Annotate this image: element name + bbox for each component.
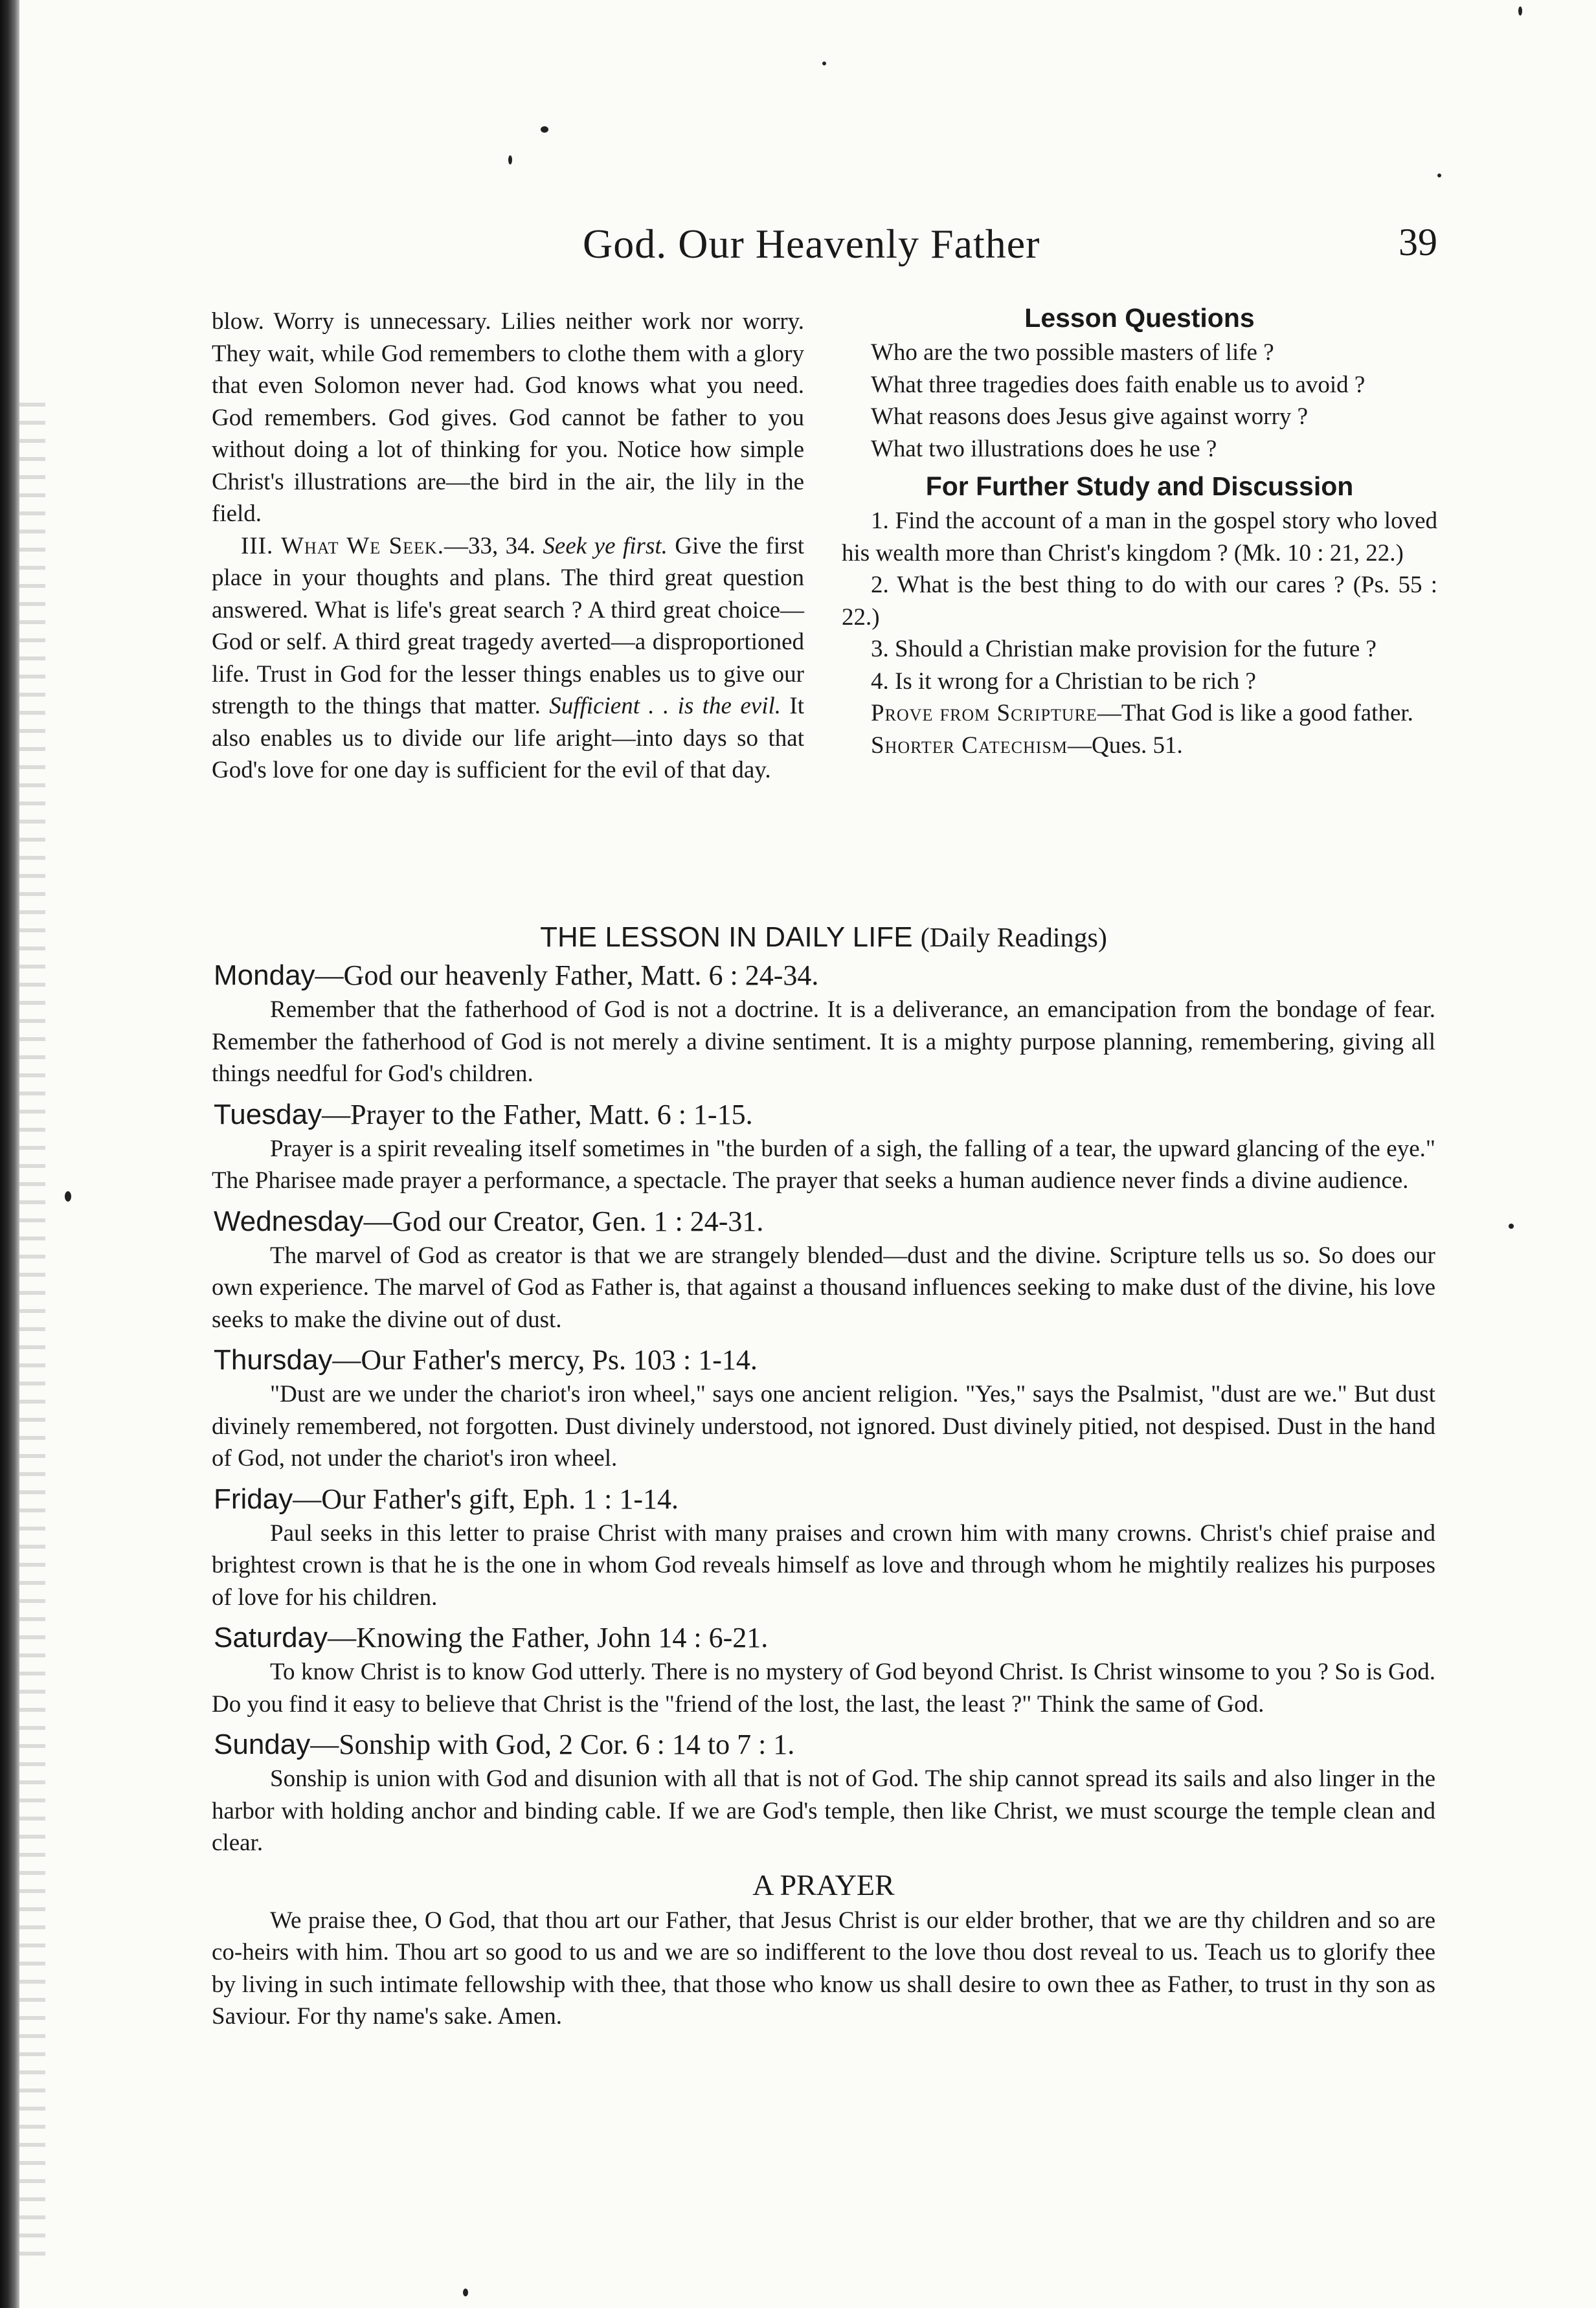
binding-shadow [19,388,45,2266]
reading-text: To know Christ is to know God utterly. There is no mystery of God beyond Christ. Is Christ winsome to you ? So is God. Do you find it easy to believe that Christ is the "friend of the lost, the last, the least ?" Think the same of God. [212,1659,1435,1718]
reading-text: Prayer is a spirit revealing itself sometimes in "the burden of a sigh, the falling of a tear, the upward glancing of the eye." The Pharisee made prayer a performance, a spectacle. The prayer that seeks a human audience never finds a divine audience. [212,1135,1435,1194]
daily-life-heading [212,918,1435,958]
scan-speck [1437,174,1441,177]
scan-speck [463,2289,468,2296]
further-study-heading: For Further Study and Discussion [925,471,1354,501]
left-paragraph: blow. Worry is unnecessary. Lilies neither work nor worry. They wait, while God remembers to clothe them with a glory that even Solomon never had. God knows what you need. God remembers. God gives. God cannot be father to you without doing a lot of thinking for you. Notice how simple Christ's illustrations are—the bird in the air, the lily in the field. [212,308,804,527]
daily-life-section [212,918,1435,2033]
section-text: It also enables us to divide our life aright—into days so that God's love for one day is sufficient for the evil of that day. [212,693,805,783]
prayer-heading: A PRAYER [752,1868,895,1901]
reading-day: Sunday [214,1729,311,1760]
scan-speck [1518,6,1522,16]
reading-friday [212,1481,1435,1614]
reading-title: —Our Father's mercy, Ps. 103 : 1-14. [332,1344,758,1376]
lesson-question: What two illustrations does he use ? [871,435,1217,462]
scan-speck [541,126,548,133]
page-number: 39 [1399,221,1437,263]
reading-day: Wednesday [214,1205,364,1237]
page-header [194,220,1437,285]
catechism-label: Shorter Catechism [871,732,1068,759]
right-column [842,299,1437,761]
left-column [212,306,804,787]
lesson-question: What reasons does Jesus give against worry ? [871,403,1309,430]
reading-title: —Knowing the Father, John 14 : 6-21. [328,1622,769,1653]
catechism-text: —Ques. 51. [1067,732,1183,759]
reading-text: Remember that the fatherhood of God is not a doctrine. It is a deliverance, an emancipation from the bondage of fear. Remember the fatherhood of God is not merely a divine sentiment. It is a mighty purpose planning, remembering, giving all things needful for God's children. [212,996,1435,1087]
reading-text: Sonship is union with God and disunion with all that is not of God. The ship cannot spread its sails and also linger in the harbor with holding anchor and binding cable. If we are God's temple, then like Christ, we must scourge the temple clean and clear. [212,1765,1435,1856]
reading-day: Friday [214,1483,293,1515]
section-ref: —33, 34. [444,532,535,559]
prove-text: —That God is like a good father. [1097,700,1413,726]
reading-text: "Dust are we under the chariot's iron wheel," says one ancient religion. "Yes," says the Psalmist, "dust are we." But dust divinely remembered, not forgotten. Dust divinely understood, not ignored. Dust divinely pitied, not despised. Dust in the hand of God, not under the chariot's iron wheel. [212,1381,1435,1472]
reading-monday [212,958,1435,1090]
reading-day: Saturday [214,1622,328,1653]
reading-wednesday [212,1204,1435,1336]
section-text: Give the first place in your thoughts and plans. The third great question answered. What is life's great search ? A third great choice—God or self. A third great tragedy averted—a disproportioned life. Trust in God for the lesser things enables us to give our strength to the things that matter. [212,532,805,719]
daily-life-subtitle: (Daily Readings) [920,923,1107,953]
section-quote: Seek ye first. [543,532,668,559]
prayer-text: We praise thee, O God, that thou art our Father, that Jesus Christ is our elder brother, that we are thy children and so are co-heirs with him. Thou art so good to us and we are so indifferent to the love thou dost reveal to us. Teach us to glorify thee by living in such intimate fellowship with thee, that those who know us shall desire to own thee as Father, to trust in thy son as Saviour. For thy name's sake. Amen. [212,1907,1435,2030]
scan-speck [1509,1224,1514,1229]
section-quote: Sufficient . . is the evil. [549,693,781,719]
reading-text: The marvel of God as creator is that we are strangely blended—dust and the divine. Scripture tells us so. So does our own experience. The marvel of God as Father is, that against a thousand influences seeking to make dust of the divine, his love seeks to make the divine out of dust. [212,1242,1435,1333]
study-item: 2. What is the best thing to do with our cares ? (Ps. 55 : 22.) [842,572,1437,631]
lesson-questions-heading: Lesson Questions [1024,303,1255,333]
reading-day: Tuesday [214,1098,322,1130]
reading-title: —God our Creator, Gen. 1 : 24-31. [363,1205,764,1237]
scan-speck [508,155,512,164]
study-item: 1. Find the account of a man in the gospel story who loved his wealth more than Christ's kingdom ? (Mk. 10 : 21, 22.) [842,508,1437,566]
reading-saturday [212,1620,1435,1720]
reading-title: —God our heavenly Father, Matt. 6 : 24-34. [315,959,819,991]
prove-label: Prove from Scripture [871,700,1097,726]
reading-title: —Prayer to the Father, Matt. 6 : 1-15. [322,1098,753,1130]
prove-from-scripture [842,697,1437,730]
reading-day: Thursday [214,1344,333,1376]
section-label: III. What We Seek. [241,532,444,559]
reading-tuesday [212,1097,1435,1197]
reading-sunday [212,1727,1435,1859]
lesson-question: Who are the two possible masters of life ? [871,339,1274,366]
reading-day: Monday [214,959,315,991]
daily-life-title: THE LESSON IN DAILY LIFE [540,921,913,953]
lesson-question: What three tragedies does faith enable us to avoid ? [871,371,1366,398]
shorter-catechism [842,730,1437,762]
scan-speck [65,1191,71,1202]
scan-speck [822,62,826,65]
reading-text: Paul seeks in this letter to praise Christ with many praises and crown him with many crowns. Christ's chief praise and brightest crown is that he is the one in whom God reveals himself as love and through whom he mightily realizes his purposes of love for his children. [212,1519,1435,1611]
reading-thursday [212,1342,1435,1475]
reading-title: —Our Father's gift, Eph. 1 : 1-14. [293,1483,679,1515]
book-binding-edge [0,0,19,2308]
running-title: God. Our Heavenly Father [583,221,1040,267]
study-item: 3. Should a Christian make provision for the future ? [871,636,1377,662]
study-item: 4. Is it wrong for a Christian to be rich ? [871,667,1256,695]
section-what-we-seek [212,530,804,787]
reading-title: —Sonship with God, 2 Cor. 6 : 14 to 7 : 1. [310,1729,795,1760]
